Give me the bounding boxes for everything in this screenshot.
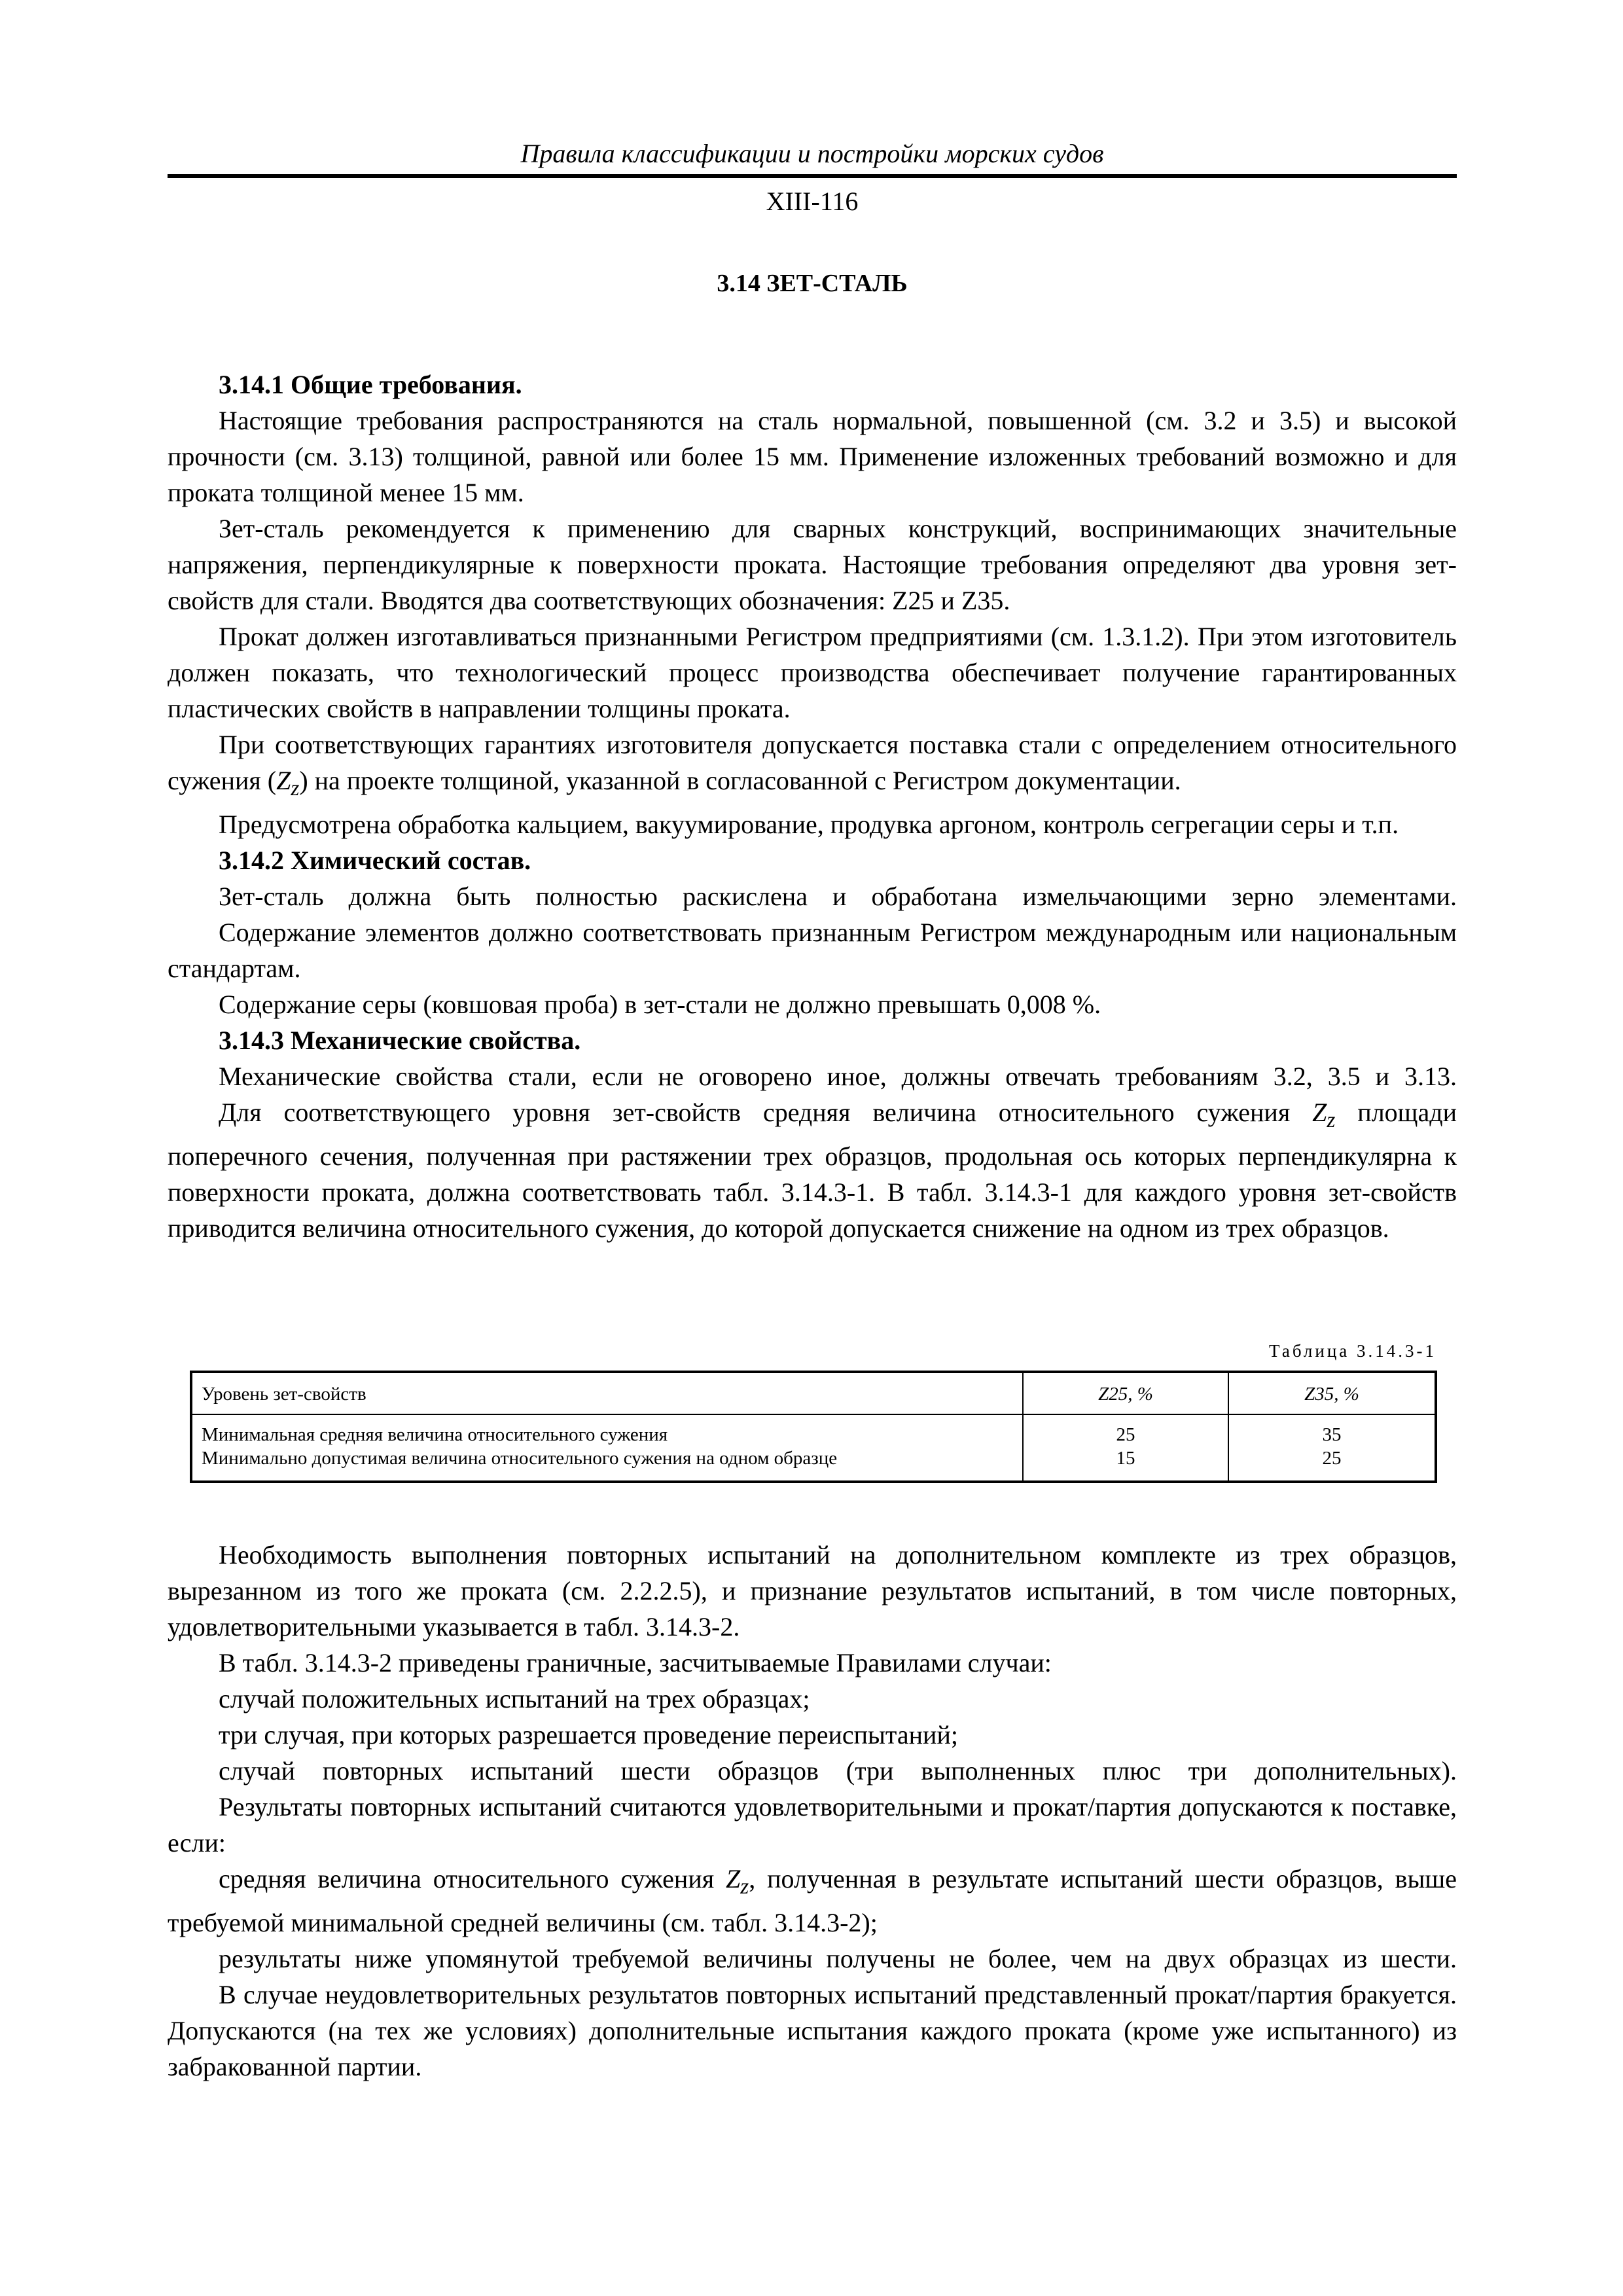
table-caption: Таблица 3.14.3-1 (1269, 1341, 1436, 1361)
table-container (190, 1371, 1437, 1483)
paragraph: случай положительных испытаний на трех образцах; (219, 1684, 810, 1713)
cell-value: 25 (1322, 1448, 1342, 1469)
column-header: Z35, % (1228, 1372, 1436, 1414)
paragraph: Прокат должен изготавливаться признанными Регистром предприятиями (см. 1.3.1.2). При этом изготовитель должен показать, что технологический процесс производства обеспечивает получение гарантированных пластических свойств в направлении толщины проката. (168, 622, 1457, 723)
paragraph: Настоящие требования распространяются на сталь нормальной, повышенной (см. 3.2 и 3.5) и высокой прочности (см. 3.13) толщиной, равной или более 15 мм. Применение изложенных требований возможно и для проката толщиной менее 15 мм. (168, 406, 1457, 507)
paragraph: Содержание элементов должно соответствовать признанным Регистром международным или национальным стандартам. (168, 918, 1457, 983)
paragraph: Предусмотрена обработка кальцием, вакуумирование, продувка аргоном, контроль сегрегации серы и т.п. (219, 810, 1399, 839)
body-text-upper (168, 367, 1457, 1246)
running-title: Правила классификации и постройки морских судов (520, 139, 1104, 168)
paragraph: Необходимость выполнения повторных испытаний на дополнительном комплекте из трех образцов, вырезанном из того же проката (см. 2.2.2.5), и признание результатов испытаний, в том числе повторных, удовлетворительными указывается в табл. 3.14.3-2. (168, 1540, 1457, 1641)
paragraph: Содержание серы (ковшовая проба) в зет-стали не должно превышать 0,008 %. (219, 990, 1101, 1019)
paragraph: результаты ниже упомянутой требуемой величины получены не более, чем на двух образцах из шести. (219, 1944, 1457, 1973)
z-properties-table (190, 1371, 1437, 1483)
row-label: Минимальная средняя величина относительного сужения (202, 1424, 668, 1445)
symbol: Z (276, 766, 291, 795)
text-run: Для соответствующего уровня зет-свойств средняя величина относительного сужения (219, 1098, 1313, 1127)
row-label: Минимально допустимая величина относительного сужения на одном образце (202, 1448, 838, 1469)
paragraph: Механические свойства стали, если не оговорено иное, должны отвечать требованиям 3.2, 3.5 и 3.13. (219, 1062, 1457, 1091)
column-header: Уровень зет-свойств (191, 1372, 1023, 1414)
table-header-row (191, 1372, 1436, 1414)
symbol: Z (726, 1864, 741, 1893)
paragraph (168, 726, 1457, 806)
paragraph (168, 1861, 1457, 1941)
table-row (191, 1414, 1436, 1482)
page-number: XIII-116 (766, 187, 859, 216)
paragraph: случай повторных испытаний шести образцов (три выполненных плюс три дополнительных). (219, 1756, 1457, 1785)
symbol-subscript: z (291, 776, 300, 800)
table-cell (1228, 1414, 1436, 1482)
table-cell (191, 1414, 1023, 1482)
paragraph: Зет-сталь рекомендуется к применению для сварных конструкций, воспринимающих значительные напряжения, перпендикулярные к поверхности проката. Настоящие требования определяют два уровня зет-свойств для стали. Вводятся два соответствующих обозначения: Z25 и Z35. (168, 514, 1457, 615)
section-title: 3.14 ЗЕТ-СТАЛЬ (717, 270, 908, 297)
table-cell (1023, 1414, 1228, 1482)
text-run: площади поперечного сечения, полученная при растяжении трех образцов, продольная ось которых перпендикулярна к поверхности проката, должна соответствовать табл. 3.14.3-1. В табл. 3.14.3-1 для каждого уровня зет-свойств приводится величина относительного сужения, до которой допускается снижение на одном из трех образцов. (168, 1098, 1457, 1243)
text-run: ) на проекте толщиной, указанной в согласованной с Регистром документации. (299, 766, 1181, 795)
symbol-subscript: z (740, 1874, 749, 1899)
paragraph: Результаты повторных испытаний считаются удовлетворительными и прокат/партия допускаются к поставке, если: (168, 1792, 1457, 1857)
text-run: средняя величина относительного сужения (219, 1864, 726, 1893)
paragraph: В случае неудовлетворительных результатов повторных испытаний представленный прокат/партия бракуется. Допускаются (на тех же условиях) дополнительные испытания каждого проката (кроме уже испытанного) из забракованной партии. (168, 1980, 1457, 2081)
cell-value: 15 (1116, 1448, 1135, 1469)
paragraph: Зет-сталь должна быть полностью раскислена и обработана измельчающими зерно элементами. (219, 882, 1457, 911)
paragraph: три случая, при которых разрешается проведение переиспытаний; (219, 1720, 958, 1749)
header-rule (168, 174, 1457, 178)
symbol-subscript: z (1327, 1108, 1336, 1132)
body-text-lower (168, 1537, 1457, 2085)
symbol: Z (1312, 1098, 1327, 1127)
paragraph (168, 1094, 1457, 1246)
cell-value: 25 (1116, 1424, 1135, 1445)
text-run: При соответствующих гарантиях изготовителя допускается поставка стали с определением относительного сужения ( (168, 730, 1457, 795)
text-run: , полученная в результате испытаний шести образцов, выше требуемой минимальной средней величины (см. табл. 3.14.3-2); (168, 1864, 1457, 1937)
paragraph: В табл. 3.14.3-2 приведены граничные, засчитываемые Правилами случаи: (219, 1648, 1052, 1677)
subsection-heading-3142: 3.14.2 Химический состав. (219, 846, 531, 875)
cell-value: 35 (1322, 1424, 1342, 1445)
subsection-heading-3141: 3.14.1 Общие требования. (219, 370, 522, 399)
column-header: Z25, % (1023, 1372, 1228, 1414)
subsection-heading-3143: 3.14.3 Механические свойства. (219, 1026, 581, 1055)
